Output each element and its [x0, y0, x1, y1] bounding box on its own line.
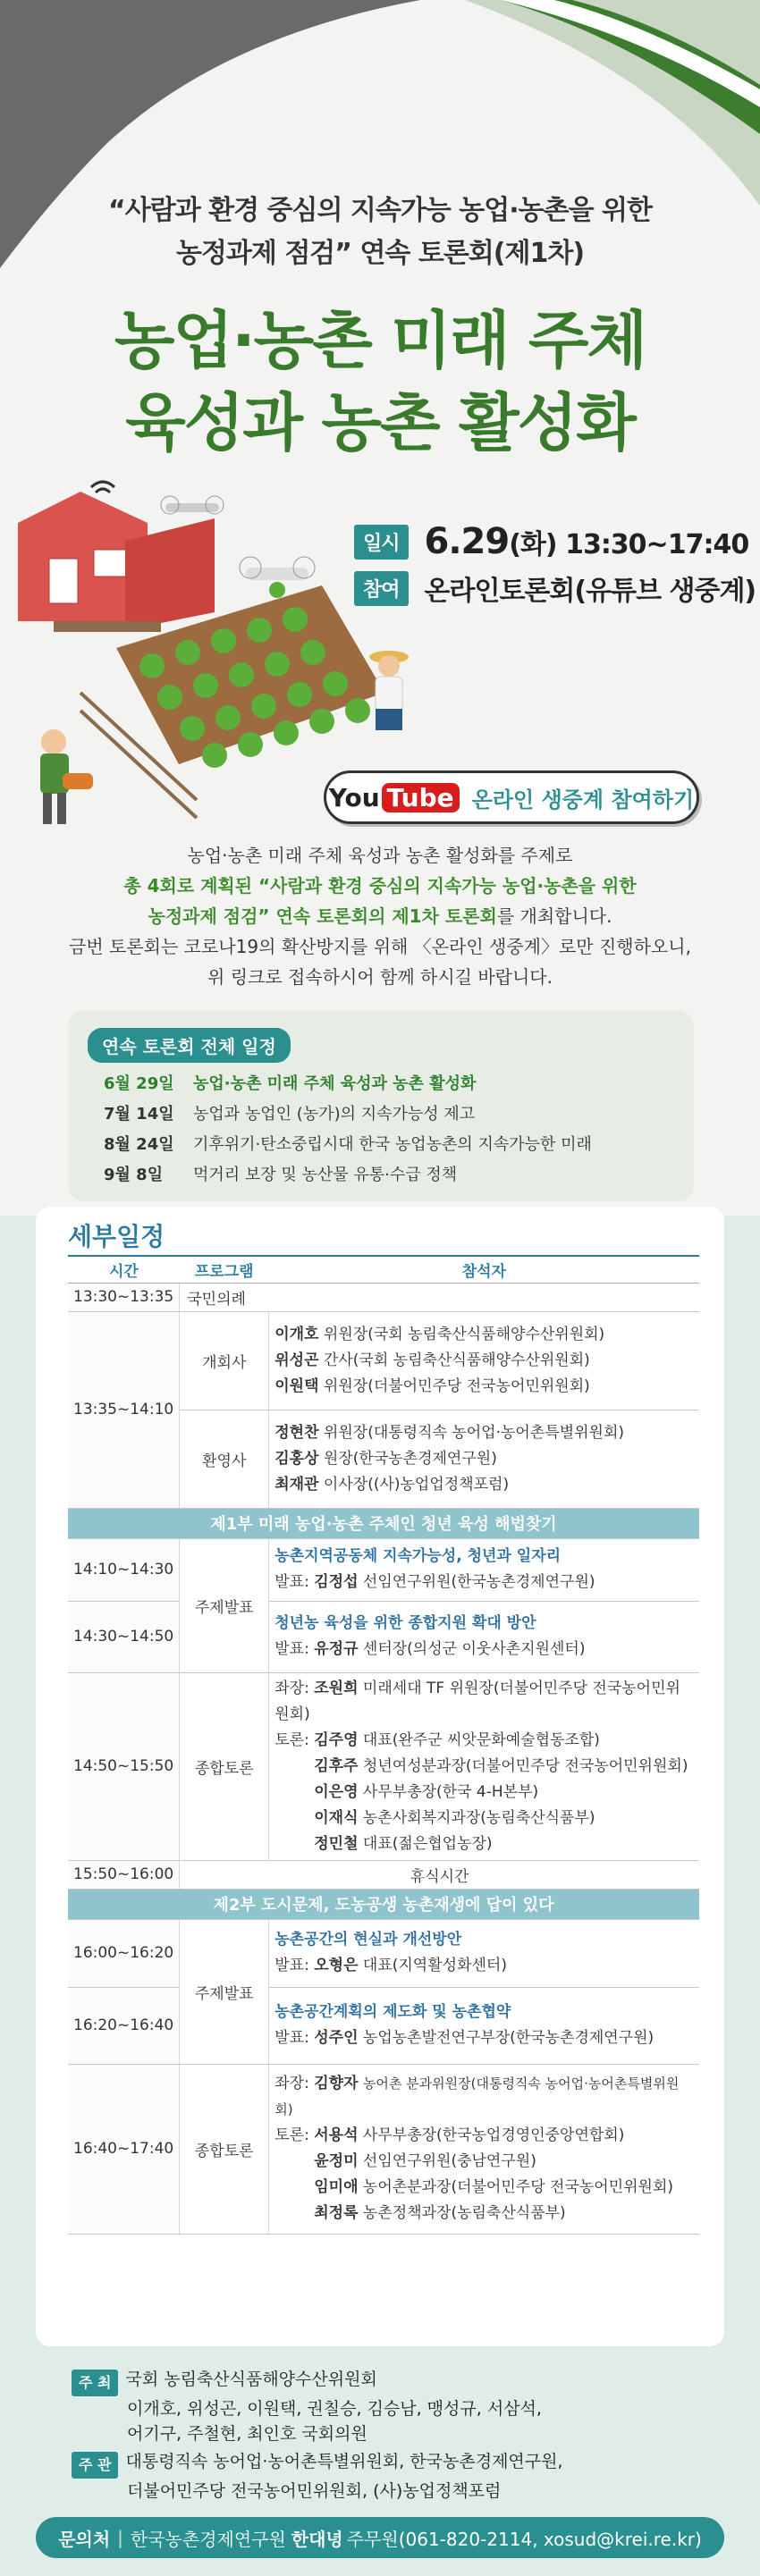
- detail-schedule-table: [68, 1255, 699, 2235]
- series-date: 9월 8일: [104, 1166, 164, 1184]
- event-subtitle: [0, 189, 760, 275]
- time-cell: 16:20~16:40: [68, 1987, 180, 2064]
- panelist: [274, 1780, 694, 1806]
- table-row: [68, 1311, 699, 1410]
- table-header: [68, 1256, 699, 1283]
- intro-line-5: 위 링크로 접속하시어 함께 하시길 바랍니다.: [207, 966, 553, 988]
- panelist-role: 대표(젊은협업농장): [362, 1834, 493, 1853]
- series-row: [104, 1162, 457, 1185]
- time-cell: 14:50~15:50: [68, 1672, 180, 1860]
- presenter-label: 발표:: [274, 1573, 309, 1591]
- host-tag: 주 최: [72, 2370, 118, 2396]
- panelist: [274, 2123, 694, 2149]
- presenter: [274, 1953, 694, 1979]
- presentation-topic: 농촌지역공동체 지속가능성, 청년과 일자리: [274, 1547, 562, 1565]
- presenter-name: 성주인: [314, 2029, 359, 2047]
- moderator-label: 좌장:: [274, 2075, 309, 2092]
- participant-role: 위원장(국회 농림축산식품해양수산위원회): [323, 1325, 605, 1343]
- moderator-name: 조원희: [314, 1679, 359, 1697]
- panelist-role: 사무부총장(한국농업경영인중앙연합회): [362, 2126, 625, 2144]
- table-row: [68, 1672, 699, 1860]
- header-time: 시간: [68, 1256, 180, 1283]
- participant: [274, 1446, 694, 1472]
- participant: [274, 1472, 694, 1498]
- presenter-label: 발표:: [274, 1957, 309, 1974]
- panelist-name: 김후주: [314, 1756, 359, 1775]
- table-row: [68, 1601, 699, 1672]
- join-value: 온라인토론회(유튜브 생중계): [424, 576, 756, 607]
- series-date: 6월 29일: [104, 1074, 174, 1093]
- participant-name: 위성곤: [274, 1351, 319, 1369]
- panelist-name: 윤정미: [314, 2152, 359, 2170]
- participant-name: 정현찬: [274, 1423, 319, 1442]
- section-band: [68, 1889, 699, 1919]
- series-topic: 농업·농촌 미래 주체 육성과 농촌 활성화: [193, 1074, 477, 1093]
- panelist: [274, 2149, 694, 2175]
- intro-text: [0, 840, 760, 992]
- participant: [274, 1420, 694, 1446]
- table-row: [68, 2064, 699, 2234]
- time-cell: 14:30~14:50: [68, 1601, 180, 1672]
- panelist-role: 선임연구위원(충남연구원): [362, 2152, 536, 2170]
- moderator-role: 농어촌 분과위원장(대통령직속 농어업·농어촌특별위원회): [274, 2075, 680, 2117]
- participant-name: 이원택: [274, 1376, 319, 1395]
- organizer-line-2: 더불어민주당 전국농어민위원회, (사)농업정책포럼: [127, 2481, 502, 2501]
- section-band-label: 제1부 미래 농업·농촌 주체인 청년 육성 해법찾기: [68, 1508, 699, 1538]
- panelist-name: 임미애: [314, 2178, 359, 2196]
- contact-name: 한대녕: [291, 2528, 343, 2550]
- panelist-name: 김주영: [314, 1730, 359, 1749]
- participants-cell: [269, 1919, 699, 1987]
- host-line-3: 어기구, 주철현, 최인호 국회의원: [127, 2424, 367, 2444]
- moderator-name: 김향자: [314, 2075, 359, 2092]
- panel-label: 토론:: [274, 2126, 309, 2144]
- presentation-topic: 농촌공간의 현실과 개선방안: [274, 1931, 462, 1949]
- participants-cell: [269, 1311, 699, 1410]
- subtitle-line-2: 농정과제 점검” 연속 토론회(제1차): [175, 238, 585, 269]
- participant-name: 김홍상: [274, 1449, 319, 1468]
- panelist-role: 농촌정책과장(농림축산식품부): [362, 2204, 566, 2222]
- participant-name: 이개호: [274, 1325, 319, 1343]
- host-line-2: 이개호, 위성곤, 이원택, 권칠승, 김승남, 맹성규, 서삼석,: [127, 2399, 542, 2419]
- panelist-name: 이은영: [314, 1782, 359, 1801]
- intro-line-3-rest: 를 개최합니다.: [496, 905, 612, 927]
- subtitle-line-1: “사람과 환경 중심의 지속가능 농업·농촌을 위한: [108, 195, 652, 226]
- presenter-role: 농업농촌발전연구부장(한국농촌경제연구원): [362, 2029, 654, 2047]
- program-cell: 국민의례: [180, 1283, 699, 1311]
- participant: [274, 1374, 694, 1400]
- participants-cell: [269, 1987, 699, 2064]
- panelist-name: 최정록: [314, 2204, 359, 2222]
- series-topic: 농업과 농업인 (농가)의 지속가능성 제고: [193, 1105, 476, 1124]
- intro-line-4: 금번 토론회는 코로나19의 확산방지를 위해 〈온라인 생중계〉로만 진행하오니,: [69, 936, 691, 957]
- youtube-button-label: 온라인 생중계 참여하기: [471, 787, 695, 812]
- date-main: 6.29: [424, 521, 510, 562]
- section-band: [68, 1508, 699, 1538]
- host-info: [72, 2367, 542, 2446]
- presenter-label: 발표:: [274, 1640, 309, 1658]
- table-row: [68, 1919, 699, 1987]
- section-band-label: 제2부 도시문제, 도농공생 농촌재생에 답이 있다: [68, 1889, 699, 1919]
- time-cell: 13:35~14:10: [68, 1311, 180, 1508]
- break-cell: 휴식시간: [180, 1860, 699, 1889]
- panel-label: 토론:: [274, 1730, 309, 1749]
- program-cell: 종합토론: [180, 2064, 269, 2234]
- program-cell: 주제발표: [180, 1919, 269, 2064]
- presenter-role: 선임연구위원(한국농촌경제연구원): [362, 1573, 595, 1591]
- contact-label: 문의처: [58, 2528, 111, 2550]
- presentation-topic: 농촌공간계획의 제도화 및 농촌협약: [274, 2003, 511, 2021]
- panelist: [274, 2175, 694, 2201]
- series-row: [104, 1132, 592, 1155]
- presenter: [274, 2025, 694, 2051]
- series-topic: 먹거리 보장 및 농산물 유통·수급 정책: [193, 1166, 458, 1184]
- drone-icon: [161, 496, 224, 514]
- contact-bar: [36, 2517, 724, 2558]
- presenter-label: 발표:: [274, 2029, 309, 2047]
- intro-line-2: 총 4회로 계획된 “사람과 환경 중심의 지속가능 농업·농촌을 위한: [123, 875, 637, 897]
- panelist: [274, 2201, 694, 2227]
- presentation-topic: 청년농 육성을 위한 종합지원 확대 방안: [274, 1614, 536, 1632]
- farmer-icon: [40, 729, 93, 824]
- program-cell: 환영사: [180, 1410, 269, 1508]
- participants-cell: [269, 2064, 699, 2234]
- panelist-name: 서용석: [314, 2126, 359, 2144]
- panelist-role: 사무부총장(한국 4-H본부): [362, 1782, 539, 1801]
- series-row: [104, 1071, 476, 1094]
- intro-line-3: [0, 901, 760, 931]
- participant-role: 위원장(대통령직속 농어업·농어촌특별위원회): [323, 1423, 625, 1442]
- panelist: [274, 1728, 694, 1754]
- program-cell: 주제발표: [180, 1538, 269, 1672]
- contact-detail[interactable]: 주무원(061-820-2114, xosud@krei.re.kr): [346, 2528, 702, 2550]
- series-date: 8월 24일: [104, 1135, 174, 1154]
- time-cell: 13:30~13:35: [68, 1283, 180, 1311]
- join-tag: 참여: [354, 571, 409, 606]
- presenter-name: 김정섭: [314, 1573, 359, 1591]
- host-line-1: 국회 농림축산식품해양수산위원회: [125, 2370, 377, 2389]
- presenter-role: 대표(지역활성화센터): [362, 1957, 507, 1974]
- youtube-logo-you: You: [328, 782, 380, 812]
- wifi-icon: [91, 482, 114, 492]
- participant-role: 원장(한국농촌경제연구원): [323, 1449, 497, 1468]
- participants-cell: [269, 1601, 699, 1672]
- panelist-name: 이재식: [314, 1808, 359, 1827]
- participants-cell: [269, 1410, 699, 1508]
- participant-name: 최재관: [274, 1475, 319, 1494]
- program-cell: 개회사: [180, 1311, 269, 1410]
- moderator: [274, 2071, 694, 2123]
- organizer-line-1: 대통령직속 농어업·농어촌특별위원회, 한국농촌경제연구원,: [125, 2452, 563, 2471]
- participants-cell: [269, 1672, 699, 1860]
- contact-org: 한국농촌경제연구원: [130, 2528, 286, 2550]
- moderator-label: 좌장:: [274, 1679, 309, 1697]
- event-title: [0, 299, 760, 464]
- series-row: [104, 1101, 475, 1124]
- moderator: [274, 1676, 694, 1728]
- presenter-name: 유정규: [314, 1640, 359, 1658]
- panelist: [274, 1806, 694, 1831]
- title-line-2: 육성과 농촌 활성화: [125, 386, 635, 459]
- contact-divider: |: [117, 2527, 123, 2548]
- organizer-info: [72, 2449, 563, 2504]
- participant: [274, 1322, 694, 1348]
- table-row: [68, 1987, 699, 2064]
- title-line-1: 농업·농촌 미래 주체: [114, 304, 646, 377]
- moderator-role: 미래세대 TF 위원장(더불어민주당 전국농어민위원회): [274, 1679, 680, 1723]
- farmer-icon: [369, 651, 409, 730]
- presenter-role: 센터장(의성군 이웃사촌지원센터): [362, 1640, 586, 1658]
- series-topic: 기후위기·탄소중립시대 한국 농업농촌의 지속가능한 미래: [193, 1135, 592, 1154]
- table-row: [68, 1860, 699, 1889]
- participant-role: 간사(국회 농림축산식품해양수산위원회): [323, 1351, 590, 1369]
- panelist-role: 청년여성분과장(더불어민주당 전국농어민위원회): [362, 1756, 688, 1775]
- presenter-name: 오형은: [314, 1957, 359, 1974]
- time-cell: 16:00~16:20: [68, 1919, 180, 1987]
- panelist-role: 농어촌분과장(더불어민주당 전국농어민위원회): [362, 2178, 674, 2196]
- panelist-role: 농촌사회복지과장(농림축산식품부): [362, 1808, 595, 1827]
- time-cell: 14:10~14:30: [68, 1538, 180, 1601]
- time-cell: 16:40~17:40: [68, 2064, 180, 2234]
- time-cell: 15:50~16:00: [68, 1860, 180, 1889]
- table-row: [68, 1538, 699, 1601]
- date-rest: (화) 13:30~17:40: [509, 529, 749, 560]
- header-participants: 참석자: [269, 1256, 699, 1283]
- participant-role: 이사장((사)농업업정책포럼): [323, 1475, 510, 1494]
- participant-role: 위원장(더불어민주당 전국농어민위원회): [323, 1376, 590, 1395]
- series-date: 7월 14일: [104, 1105, 174, 1124]
- detail-title: 세부일정: [68, 1222, 165, 1251]
- youtube-live-button[interactable]: [324, 770, 699, 824]
- participant: [274, 1348, 694, 1374]
- intro-line-1: 농업·농촌 미래 주체 육성과 농촌 활성화를 주제로: [187, 845, 573, 866]
- join-row: [354, 569, 756, 607]
- presenter: [274, 1570, 694, 1595]
- panelist: [274, 1754, 694, 1780]
- presenter: [274, 1637, 694, 1663]
- panelist-role: 대표(완주군 씨앗문화예술협동조합): [362, 1730, 600, 1749]
- header-program: 프로그램: [180, 1256, 269, 1283]
- date-tag: 일시: [354, 525, 409, 560]
- organizer-tag: 주 관: [72, 2452, 118, 2479]
- series-schedule-box: [68, 1010, 694, 1201]
- youtube-logo-tube: Tube: [382, 783, 460, 812]
- table-row: [68, 1283, 699, 1311]
- program-cell: 종합토론: [180, 1672, 269, 1860]
- panelist: [274, 1831, 694, 1857]
- panelist-name: 정민철: [314, 1834, 359, 1853]
- series-schedule-title: 연속 토론회 전체 일정: [88, 1028, 291, 1063]
- participants-cell: [269, 1538, 699, 1601]
- intro-line-3-highlight: 농정과제 점검” 연속 토론회의 제1차 토론회: [148, 905, 497, 927]
- date-row: [354, 523, 748, 560]
